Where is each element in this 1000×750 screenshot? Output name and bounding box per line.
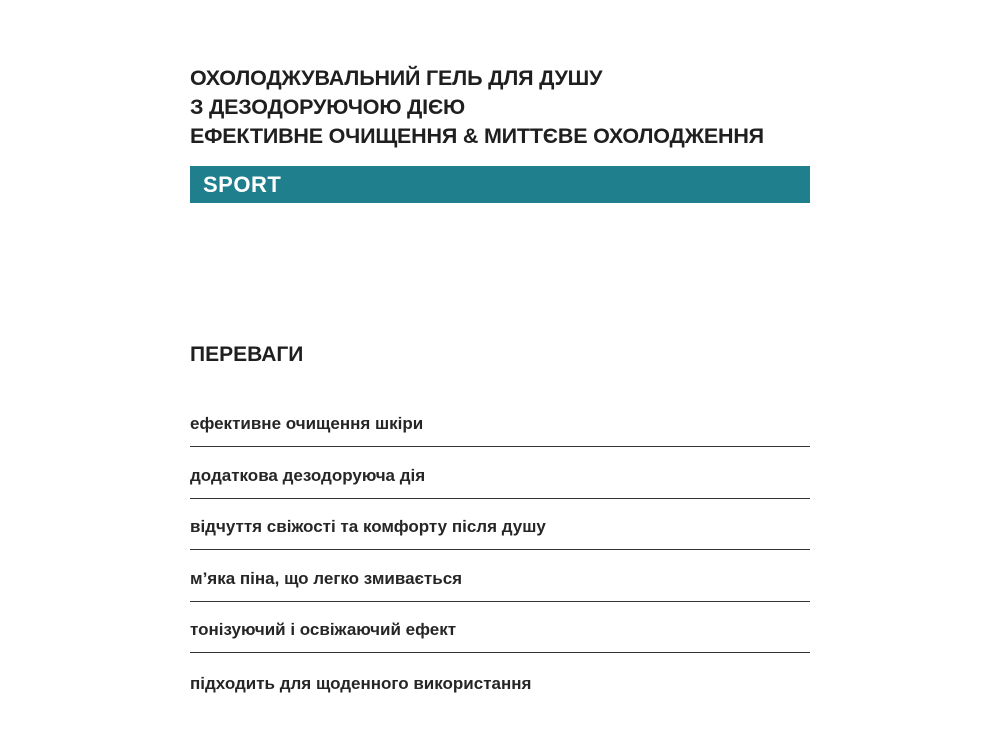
list-item <box>190 408 810 447</box>
list-item <box>190 550 810 602</box>
benefit-text: тонізуючий і освіжаючий ефект <box>190 620 457 639</box>
list-item <box>190 447 810 499</box>
benefits-section <box>190 340 810 705</box>
benefit-text: ефективне очищення шкіри <box>190 414 424 433</box>
benefit-text: додаткова дезодоруюча дія <box>190 465 426 485</box>
list-item <box>190 653 810 705</box>
banner-label: SPORT <box>203 171 282 197</box>
product-title <box>190 64 810 151</box>
title-line-3: ЕФЕКТИВНЕ ОЧИЩЕННЯ & МИТТЄВЕ ОХОЛОДЖЕННЯ <box>190 124 764 148</box>
benefits-list <box>190 408 810 705</box>
benefit-text: відчуття свіжості та комфорту після душу <box>190 517 546 536</box>
benefit-text: м’яка піна, що легко змивається <box>190 568 463 588</box>
title-line-2: З ДЕЗОДОРУЮЧОЮ ДІЄЮ <box>190 95 466 119</box>
benefits-heading: ПЕРЕВАГИ <box>190 343 304 366</box>
list-item <box>190 499 810 551</box>
title-line-1: ОХОЛОДЖУВАЛЬНИЙ ГЕЛЬ ДЛЯ ДУШУ <box>190 66 603 90</box>
benefit-text: підходить для щоденного використання <box>190 673 532 693</box>
sport-banner <box>190 166 810 203</box>
list-item <box>190 602 810 654</box>
product-header <box>190 64 810 203</box>
